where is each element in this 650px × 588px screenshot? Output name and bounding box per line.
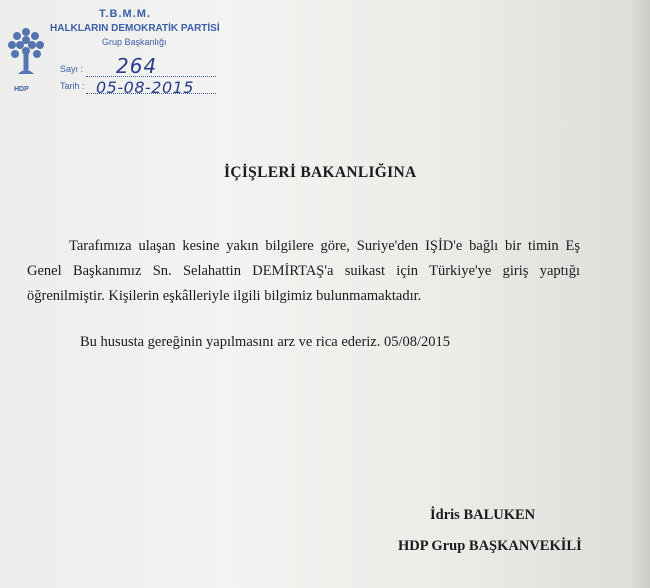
paragraph-2: Bu hususta gereğinin yapılmasını arz ve rica ederiz. 05/08/2015 [80,334,451,350]
stamp-number-value: 264 [116,54,158,78]
page-shadow [630,0,650,588]
signatory-name: İdris BALUKEN [430,507,536,523]
stamp-party-name: HALKLARIN DEMOKRATİK PARTİSİ [50,23,220,34]
stamp-title: T.B.M.M. [99,8,151,20]
paragraph-1-line-1: Tarafımıza ulaşan kesine yakın bilgilere göre, Suriye'den IŞİD'e bağlı bir timin Eş [69,238,580,254]
paragraph-1-line-3: öğrenilmiştir. Kişilerin eşkâlleriyle ilgili bilgimiz bulunmamaktadır. [27,288,422,304]
stamp-group: Grup Başkanlığı [102,37,167,47]
stamp-number-label: Sayı : [60,64,84,74]
stamp-logo-text: HDP [14,86,29,93]
stamp-date-label: Tarih : [60,81,85,91]
official-stamp [4,6,229,101]
stamp-date-value: 05-08-2015 [96,78,194,97]
paragraph-1-line-2: Genel Başkanımız Sn. Selahattin DEMİRTAŞ'a suikast için Türkiye'ye giriş yaptığı [27,263,580,279]
signatory-title: HDP Grup BAŞKANVEKİLİ [398,538,582,554]
hdp-tree-logo-icon [6,24,46,86]
letter-recipient: İÇİŞLERİ BAKANLIĞINA [224,164,417,181]
